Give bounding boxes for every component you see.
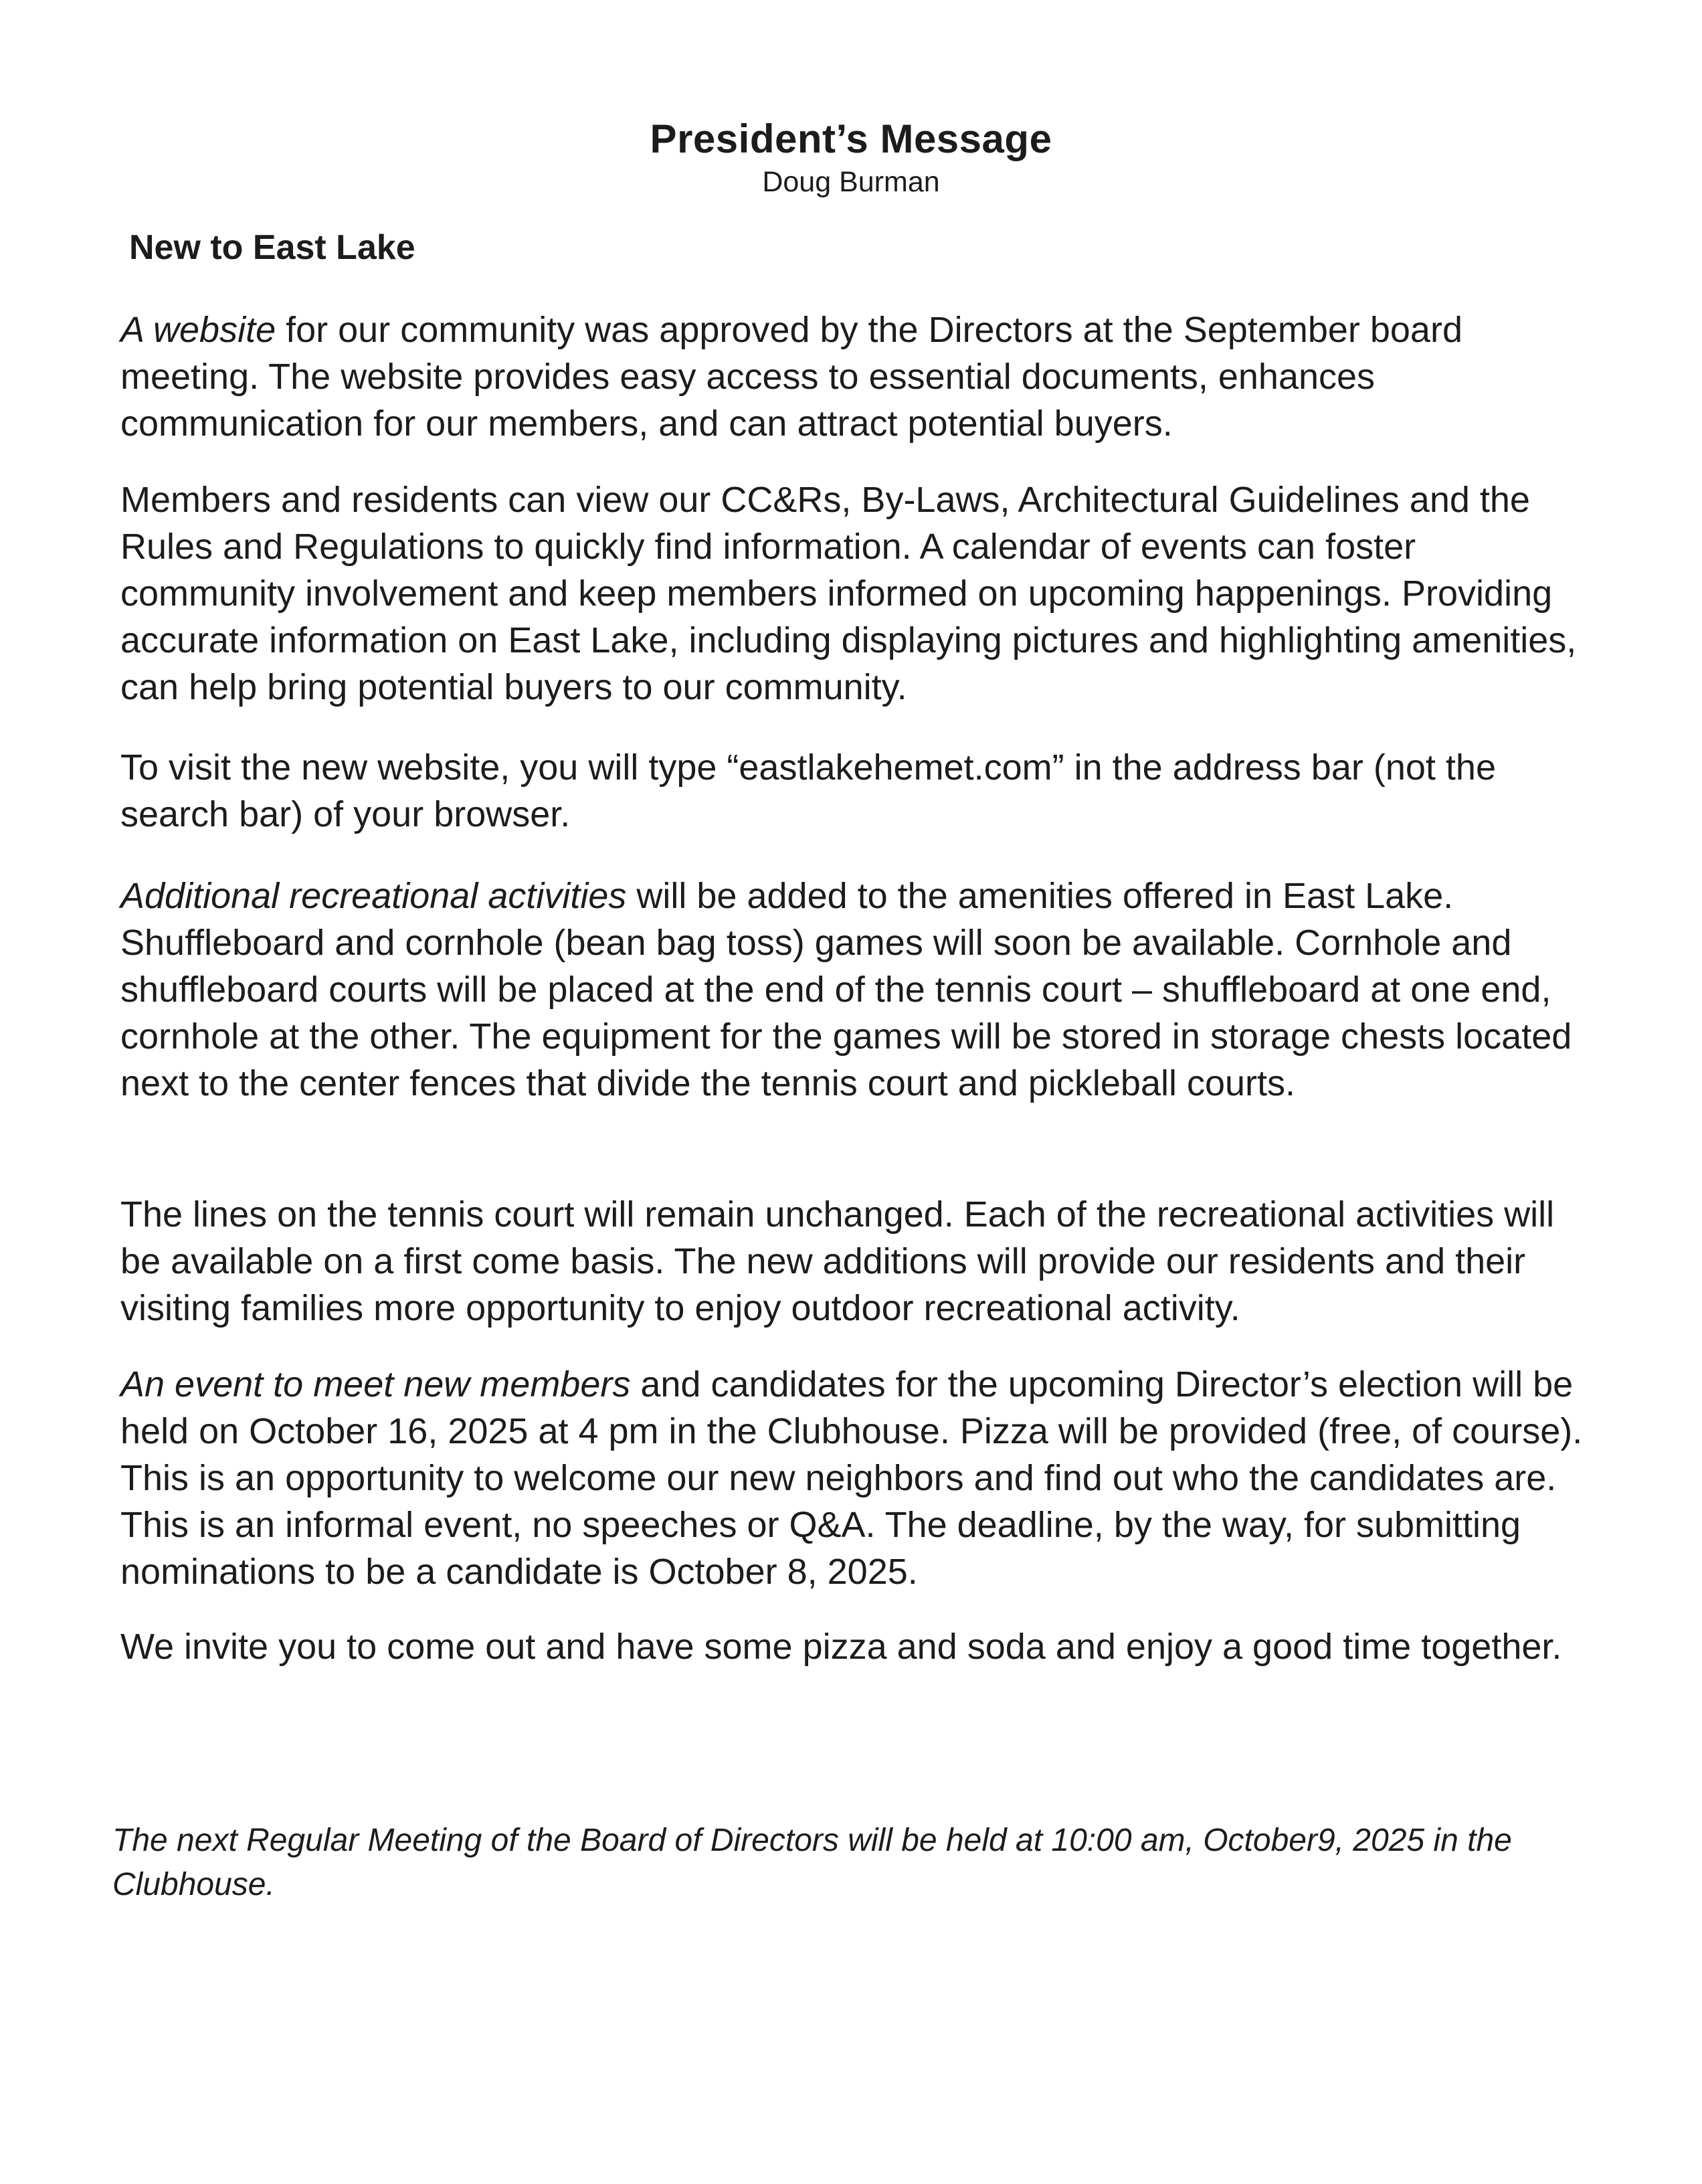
paragraph-lead: Additional recreational activities — [120, 876, 627, 916]
paragraph-visit-website — [120, 744, 1586, 838]
paragraph-lead: An event to meet new members — [120, 1364, 631, 1404]
paragraph-invite — [120, 1623, 1586, 1670]
meeting-note: The next Regular Meeting of the Board of Directors will be held at 10:00 am, October9, 2025 in the Clubhouse. — [112, 1823, 1512, 1902]
paragraph-text: To visit the new website, you will type “eastlakehemet.com” in the address bar (not the search bar) of your browser. — [120, 747, 1496, 834]
author-name: Doug Burman — [762, 166, 940, 198]
paragraph-tennis-court — [120, 1191, 1586, 1332]
paragraph-event — [120, 1361, 1586, 1595]
paragraph-text: Members and residents can view our CC&Rs, By-Laws, Architectural Guidelines and the Rules and Regulations to quickly find information. A calendar of events can foster community involvement and keep members informed on upcoming happenings. Providing accurate information on East Lake, including displaying pictures and highlighting amenities, can help bring potential buyers to our community. — [120, 480, 1577, 707]
paragraph-recreation — [120, 873, 1586, 1107]
paragraph-text: and candidates for the upcoming Director’s election will be held on October 16, 2025 at 4 pm in the Clubhouse. Pizza will be provided (free, of course). This is an opportunity to welcome our new neighbors and find out who the candidates are. This is an informal event, no speeches or Q&A. The deadline, by the way, for submitting nominations to be a candidate is October 8, 2025. — [120, 1364, 1583, 1592]
paragraph-website — [120, 306, 1586, 447]
paragraph-text: We invite you to come out and have some pizza and soda and enjoy a good time together. — [120, 1627, 1562, 1667]
page-title: President’s Message — [650, 116, 1052, 161]
paragraph-lead: A website — [120, 310, 276, 350]
section-heading: New to East Lake — [129, 228, 415, 267]
paragraph-documents — [120, 476, 1586, 711]
paragraph-text: will be added to the amenities offered in East Lake. Shuffleboard and cornhole (bean bag toss) games will soon be available. Cornhole and shuffleboard courts will be placed at the end of the tennis court – shuffleboard at one end, cornhole at the other. The equipment for the games will be stored in storage chests located next to the center fences that divide the tennis court and pickleball courts. — [120, 876, 1572, 1103]
paragraph-text: The lines on the tennis court will remain unchanged. Each of the recreational activities will be available on a first come basis. The new additions will provide our residents and their visiting families more opportunity to enjoy outdoor recreational activity. — [120, 1194, 1555, 1328]
paragraph-text: for our community was approved by the Directors at the September board meeting. The website provides easy access to essential documents, enhances communication for our members, and can attract potential buyers. — [120, 310, 1462, 444]
